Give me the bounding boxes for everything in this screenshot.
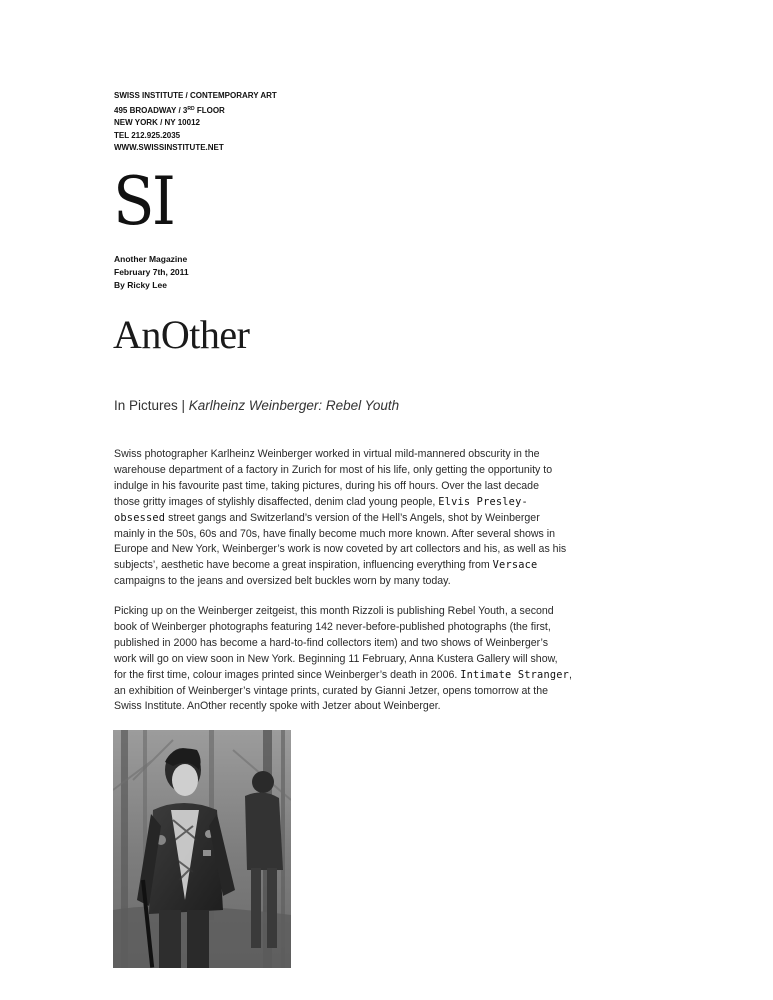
article-paragraph-1 bbox=[114, 447, 660, 590]
publication-date: February 7th, 2011 bbox=[114, 267, 189, 277]
phone-number: TEL 212.925.2035 bbox=[114, 130, 181, 140]
article-byline: By Ricky Lee bbox=[114, 280, 167, 290]
address-street: 495 BROADWAY / 3RD FLOOR bbox=[114, 105, 225, 115]
paragraph-line: warehouse department of a factory in Zurich for most of his life, only getting the opportunity to bbox=[114, 463, 553, 476]
paragraph-line: mainly in the 50s, 60s and 70s, have finally become much more known. After several shows in bbox=[114, 527, 556, 540]
photograph-icon bbox=[113, 730, 291, 968]
article-meta bbox=[114, 253, 189, 292]
headline-title: Karlheinz Weinberger: Rebel Youth bbox=[188, 398, 400, 413]
article-headline bbox=[114, 397, 399, 415]
article-paragraph-2 bbox=[114, 604, 660, 715]
institution-name: SWISS INSTITUTE / CONTEMPORARY ART bbox=[114, 91, 277, 100]
paragraph-line: subjects’, aesthetic have become a great inspiration, influencing everything from Versace bbox=[114, 559, 538, 572]
paragraph-line: Picking up on the Weinberger zeitgeist, this month Rizzoli is publishing Rebel Youth, a second bbox=[114, 605, 554, 617]
paragraph-line: Europe and New York, Weinberger’s work is now coveted by art collectors and his, as well as his bbox=[114, 543, 567, 556]
headline-section: In Pictures | bbox=[114, 398, 189, 413]
paragraph-line: obsessed street gangs and Switzerland’s version of the Hell’s Angels, shot by Weinberger bbox=[114, 511, 540, 524]
versace-link[interactable]: Versace bbox=[492, 559, 538, 572]
paragraph-line: book of Weinberger photographs featuring 142 never-before-published photographs (the first, bbox=[114, 620, 551, 633]
paragraph-line: an exhibition of Weinberger’s vintage prints, curated by Gianni Jetzer, opens tomorrow at the bbox=[114, 684, 548, 697]
paragraph-line: work will go on view soon in New York. Beginning 11 February, Anna Kustera Gallery will show, bbox=[114, 652, 558, 665]
paragraph-line: those gritty images of stylishly disaffected, denim clad young people, Elvis Presley- bbox=[114, 495, 528, 508]
swiss-institute-logo: SI bbox=[113, 163, 174, 240]
paragraph-line: Swiss Institute. AnOther recently spoke with Jetzer about Weinberger. bbox=[114, 700, 441, 713]
intimate-stranger-link[interactable]: Intimate Stranger bbox=[460, 668, 570, 681]
website-url: WWW.SWISSINSTITUTE.NET bbox=[114, 143, 224, 153]
rebel-youth-photograph bbox=[113, 730, 291, 968]
elvis-presley-link[interactable]: Elvis Presley- bbox=[438, 495, 528, 508]
another-magazine-logo: AnOther bbox=[113, 312, 250, 357]
paragraph-line: campaigns to the jeans and oversized belt buckles worn by many today. bbox=[114, 575, 451, 588]
paragraph-line: Swiss photographer Karlheinz Weinberger worked in virtual mild-mannered obscurity in the bbox=[114, 448, 540, 460]
elvis-presley-link-continued[interactable]: obsessed bbox=[114, 511, 166, 524]
institution-address-block bbox=[114, 90, 277, 155]
paragraph-line: for the first time, colour images printed since Weinberger’s death in 2006. Intimate Stranger, bbox=[114, 668, 572, 681]
address-city: NEW YORK / NY 10012 bbox=[114, 118, 200, 128]
paragraph-line: published in 2000 has become a hard-to-find collectors item) and two shows of Weinberger’s bbox=[114, 636, 548, 649]
publication-name: Another Magazine bbox=[114, 254, 188, 264]
paragraph-line: indulge in his favourite past time, taking pictures, during his off hours. Over the last decade bbox=[114, 479, 539, 492]
